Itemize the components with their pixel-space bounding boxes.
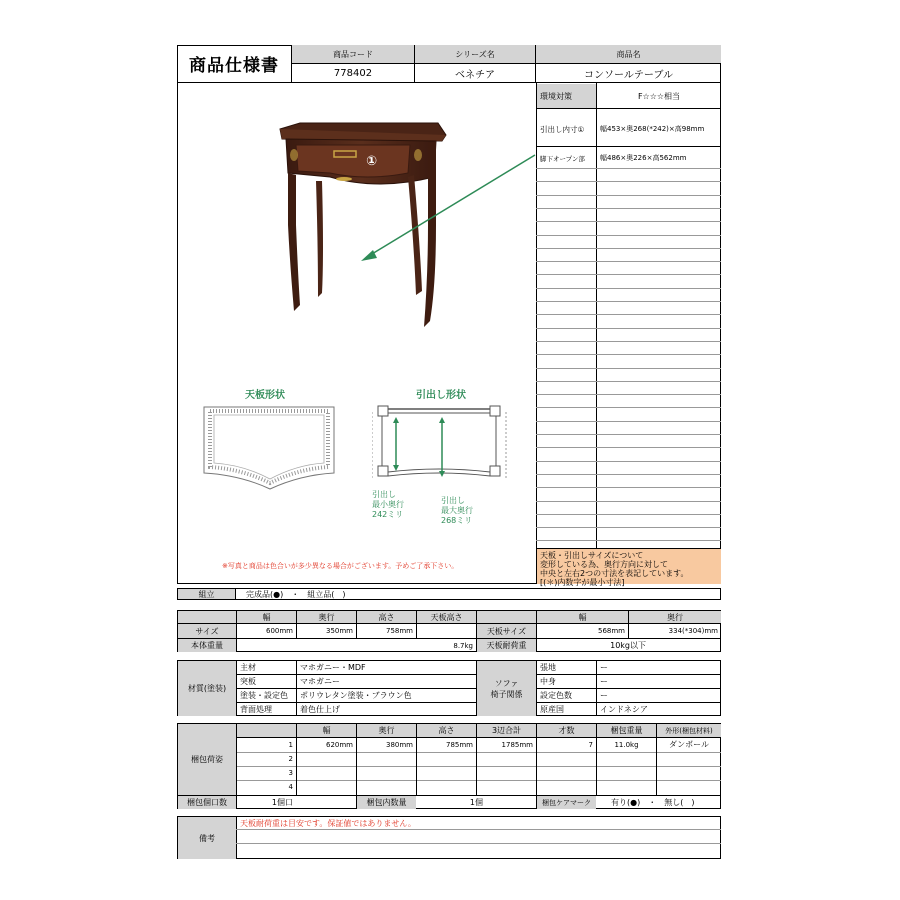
code-value: 778402 — [292, 64, 415, 83]
series-value: ベネチア — [415, 64, 536, 83]
size-note — [537, 548, 721, 587]
packing-row-number: 2 — [288, 754, 293, 763]
body-weight: 8.7kg — [453, 641, 473, 650]
packing-cell-kg — [597, 767, 656, 780]
packing-header: 外形(梱包材料) — [657, 724, 721, 737]
top-h-depth: 奥行 — [629, 611, 721, 623]
size-h-width: 幅 — [237, 611, 296, 623]
size-note-line: 変形している為、奥行方向に対して — [540, 560, 668, 569]
packing-cell-h — [417, 752, 476, 765]
top-shape-diagram — [200, 403, 340, 493]
size-depth: 350mm — [326, 627, 353, 635]
material-value: 着色仕上げ — [300, 705, 340, 714]
packing-cell-h — [417, 781, 476, 794]
material-value: マホガニー — [300, 677, 340, 686]
packing-cell-kg — [597, 781, 656, 794]
spec-grid-line — [536, 195, 721, 196]
packing-cell-d — [357, 767, 416, 780]
spec-grid-line — [536, 487, 721, 488]
max-depth-line: 268ミリ — [441, 516, 473, 525]
top-size-corner — [477, 611, 536, 623]
spec-grid-line — [536, 314, 721, 315]
sofa-key: 設定色数 — [540, 691, 572, 700]
size-row-label: サイズ — [178, 624, 236, 638]
spec-grid-line — [536, 368, 721, 369]
packing-cell-material — [657, 752, 721, 765]
top-h-width: 幅 — [537, 611, 628, 623]
packing-header: 梱包重量 — [597, 724, 656, 737]
packing-cell-d — [357, 781, 416, 794]
drawer-badge: ① — [366, 154, 378, 169]
min-depth-line: 引出し — [372, 490, 396, 499]
name-label: 商品名 — [536, 45, 721, 64]
spec-grid-line — [536, 381, 721, 382]
pack-corner — [237, 724, 296, 737]
packing-cell-w — [297, 781, 356, 794]
env-value: F☆☆☆相当 — [637, 91, 681, 101]
packing-cell-material — [657, 781, 721, 794]
spec-grid-line — [536, 540, 721, 541]
env-label: 環境対策 — [537, 84, 596, 108]
packing-cell-sum: 1785mm — [501, 740, 533, 749]
size-corner — [178, 611, 236, 623]
packing-cell-w: 620mm — [326, 740, 353, 749]
spec-grid-line — [536, 208, 721, 209]
pack-count: 1個口 — [271, 798, 293, 807]
spec-grid-line — [536, 421, 721, 422]
sofa-label-line: 椅子関係 — [490, 689, 523, 699]
drawer-inner-value: 幅453×奥268(*242)×高98mm — [600, 125, 705, 133]
assembly-label: 組立 — [178, 589, 236, 599]
spec-grid-line — [536, 354, 721, 355]
pack-inner-label: 梱包内数量 — [357, 796, 416, 809]
max-depth-label — [441, 496, 473, 526]
remarks-label: 備考 — [178, 817, 236, 859]
spec-grid-line — [536, 394, 721, 395]
packing-header: 才数 — [537, 724, 596, 737]
pointer-arrow — [355, 150, 540, 265]
spec-grid-line — [536, 301, 721, 302]
packing-cell-kg: 11.0kg — [614, 740, 639, 749]
sofa-value: インドネシア — [600, 705, 648, 714]
sofa-key: 原産国 — [540, 705, 564, 714]
material-label: 材質(塗装) — [178, 661, 236, 716]
max-depth-line: 引出し — [441, 496, 465, 505]
min-depth-label — [372, 490, 404, 520]
material-key: 主材 — [240, 663, 256, 672]
drawer-shape-title: 引出し形状 — [416, 390, 466, 401]
remarks-text: 天板耐荷重は目安です。保証値ではありません。 — [240, 818, 416, 828]
min-depth-line: 242ミリ — [372, 510, 404, 519]
pack-count-label: 梱包個口数 — [178, 796, 236, 809]
packing-cell-sai — [537, 781, 596, 794]
top-depth: 334(*304)mm — [668, 627, 718, 635]
packing-cell-d — [357, 752, 416, 765]
spec-grid-line — [536, 447, 721, 448]
weight-label: 本体重量 — [178, 639, 236, 652]
packing-row-number: 1 — [288, 740, 293, 749]
open-area-label: 脚下オープン部 — [540, 154, 585, 163]
material-value: ポリウレタン塗装・ブラウン色 — [300, 691, 412, 700]
packing-cell-d: 380mm — [386, 740, 413, 749]
spec-grid-line — [536, 181, 721, 182]
series-label: シリーズ名 — [415, 45, 536, 64]
material-key: 突板 — [240, 677, 256, 686]
sofa-key: 中身 — [540, 677, 556, 686]
size-note-line: [(＊)内数字が最小寸法] — [540, 578, 625, 587]
packing-label: 梱包荷姿 — [178, 724, 236, 795]
max-depth-line: 最大奥行 — [441, 506, 473, 515]
sofa-value: ー — [600, 691, 608, 700]
packing-cell-w — [297, 752, 356, 765]
packing-header: 3辺合計 — [477, 724, 536, 737]
sofa-label-line: ソファ — [494, 678, 519, 688]
spec-grid-line — [536, 235, 721, 236]
spec-grid-line — [536, 168, 721, 169]
packing-cell-sai: 7 — [588, 740, 593, 749]
packing-cell-material — [657, 767, 721, 780]
spec-grid-line — [536, 341, 721, 342]
packing-cell-sum — [477, 767, 536, 780]
spec-grid-line — [536, 514, 721, 515]
packing-header: 高さ — [417, 724, 476, 737]
material-key: 背面処理 — [240, 705, 272, 714]
name-value: コンソールテーブル — [536, 64, 721, 83]
packing-row-number: 3 — [288, 769, 293, 778]
packing-cell-w — [297, 767, 356, 780]
size-note-line: 中央と左右2つの寸法を表記しています。 — [540, 569, 689, 578]
spec-grid-line — [536, 461, 721, 462]
spec-grid-line — [536, 328, 721, 329]
sofa-value: ー — [600, 677, 608, 686]
packing-cell-material: ダンボール — [669, 740, 709, 749]
packing-cell-sai — [537, 767, 596, 780]
material-key: 塗装・設定色 — [240, 691, 288, 700]
size-h-depth: 奥行 — [297, 611, 356, 623]
spec-grid-line — [536, 501, 721, 502]
size-note-line: 天板・引出しサイズについて — [540, 551, 644, 560]
spec-grid-line — [536, 221, 721, 222]
packing-cell-h — [417, 767, 476, 780]
drawer-shape-diagram — [372, 404, 517, 484]
pack-inner: 1個 — [469, 798, 483, 807]
open-area-value: 幅486×奥226×高562mm — [600, 154, 687, 162]
packing-header: 幅 — [297, 724, 356, 737]
photo-color-note: ※写真と商品は色合いが多少異なる場合がございます。予めご了承下さい。 — [222, 562, 459, 570]
code-label: 商品コード — [292, 45, 415, 64]
spec-grid-line — [536, 274, 721, 275]
packing-cell-sum — [477, 781, 536, 794]
packing-cell-h: 785mm — [446, 740, 473, 749]
packing-cell-sai — [537, 752, 596, 765]
material-value: マホガニー・MDF — [300, 663, 366, 672]
top-size-label: 天板サイズ — [477, 624, 536, 638]
packing-cell-sum — [477, 752, 536, 765]
care-mark-value: 有り(●) ・ 無し( ) — [611, 798, 695, 807]
size-top-height — [417, 624, 476, 638]
size-height: 758mm — [386, 627, 413, 635]
spec-grid-line — [536, 407, 721, 408]
top-load: 10kg以下 — [610, 641, 646, 650]
drawer-inner-label: 引出し内寸① — [540, 124, 585, 134]
size-width: 600mm — [266, 627, 293, 635]
top-width: 568mm — [598, 627, 625, 635]
doc-title: 商品仕様書 — [177, 45, 292, 83]
spec-grid-line — [536, 288, 721, 289]
spec-grid-line — [536, 261, 721, 262]
sofa-label — [477, 661, 536, 716]
sofa-value: ー — [600, 663, 608, 672]
spec-grid-line — [536, 434, 721, 435]
packing-header: 奥行 — [357, 724, 416, 737]
size-h-top-height: 天板高さ — [417, 611, 476, 623]
spec-grid-line — [536, 474, 721, 475]
min-depth-line: 最小奥行 — [372, 500, 404, 509]
sofa-key: 張地 — [540, 663, 556, 672]
packing-row-number: 4 — [288, 783, 293, 792]
spec-grid-line — [536, 248, 721, 249]
load-label: 天板耐荷重 — [477, 639, 536, 652]
size-h-height: 高さ — [357, 611, 416, 623]
spec-grid-line — [536, 527, 721, 528]
top-shape-title: 天板形状 — [245, 390, 285, 401]
assembly-value: 完成品(●) ・ 組立品( ) — [246, 589, 346, 599]
packing-cell-kg — [597, 752, 656, 765]
care-mark-label: 梱包ケアマーク — [537, 796, 596, 809]
